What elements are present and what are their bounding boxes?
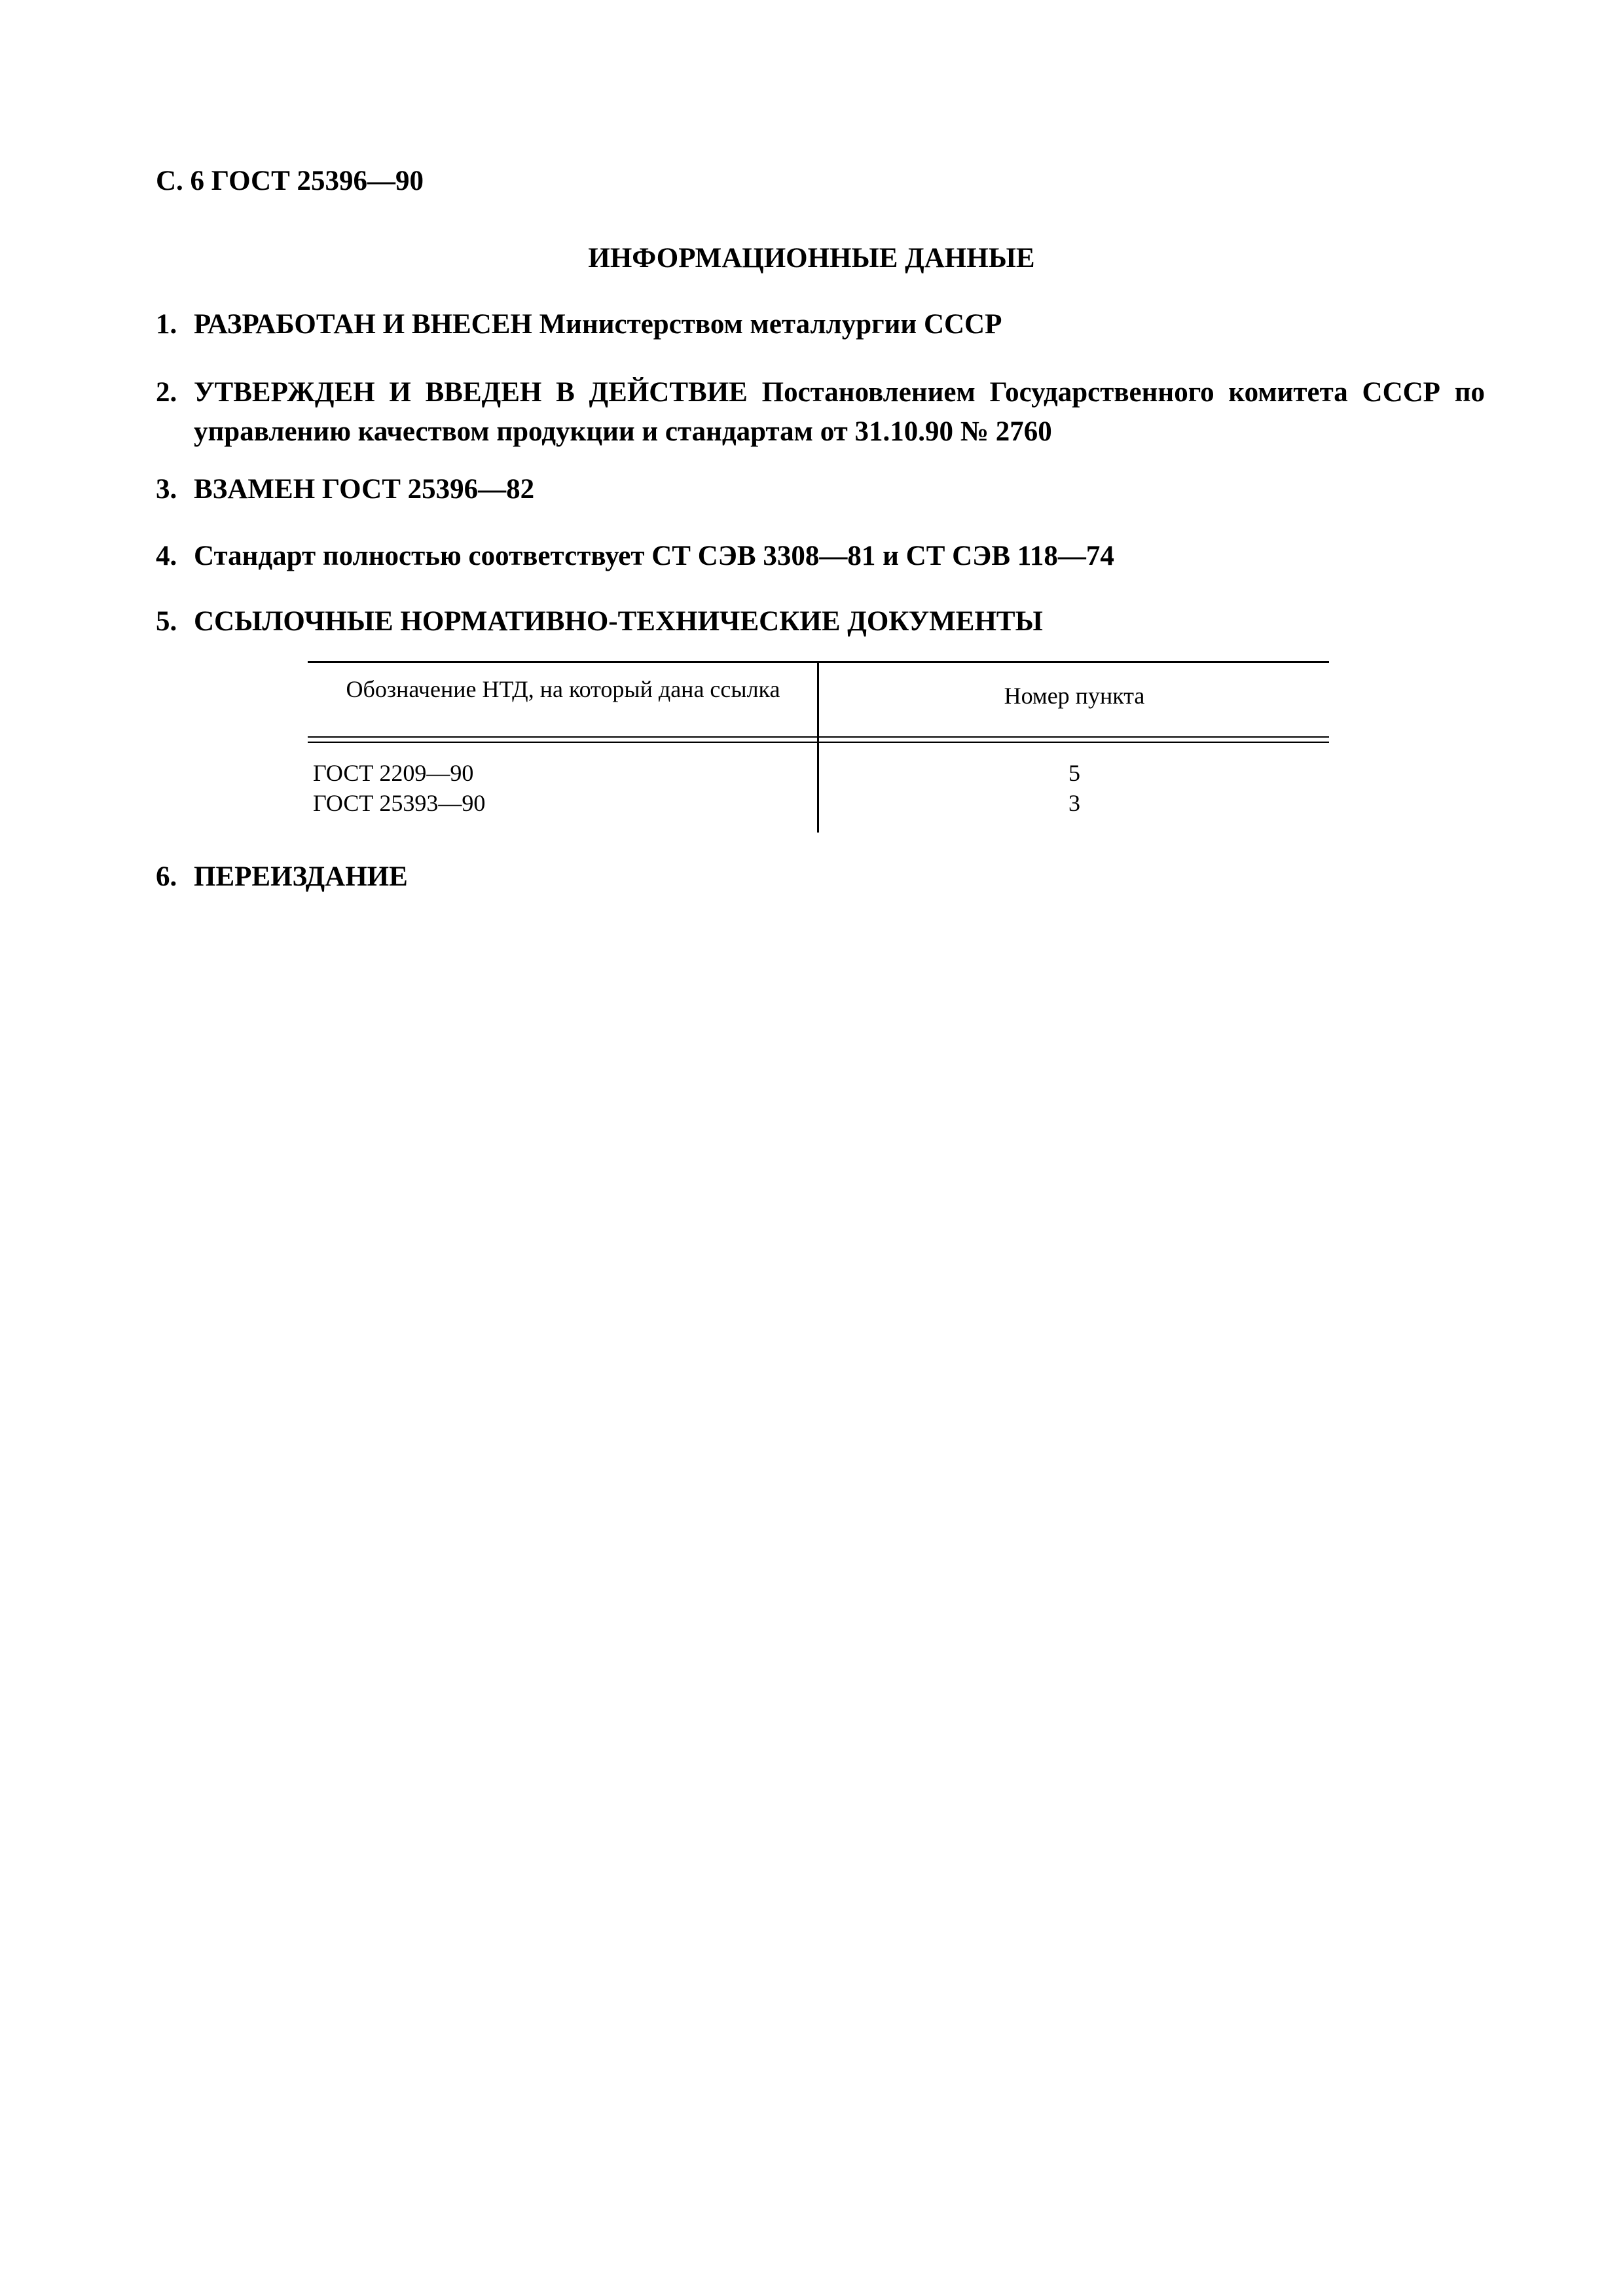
item-number: 1. — [156, 309, 177, 340]
info-item-2 — [156, 373, 1485, 452]
table-cell-document: ГОСТ 2209—90 — [313, 760, 474, 786]
item-text: Министерством металлургии СССР — [532, 309, 1002, 340]
item-text: Постановлением Государственного комитета СССР по управлению качеством продукции и стандартам от 31.10.90 № 2760 — [194, 377, 1486, 447]
table-cell-clause: 5 — [1068, 760, 1080, 786]
item-number: 5. — [156, 606, 177, 637]
table-cell-clause: 3 — [1068, 790, 1080, 816]
table-cell-document: ГОСТ 25393—90 — [313, 790, 486, 816]
page-header: С. 6 ГОСТ 25396—90 — [156, 166, 424, 196]
section-title: ИНФОРМАЦИОННЫЕ ДАННЫЕ — [588, 243, 1035, 274]
info-item-5 — [156, 602, 1485, 641]
item-text: Стандарт полностью соответствует СТ СЭВ 3308—81 и СТ СЭВ 118—74 — [194, 541, 1114, 571]
info-item-1 — [156, 305, 1485, 344]
info-item-4 — [156, 537, 1485, 576]
table-column-divider — [817, 661, 819, 833]
item-number: 6. — [156, 861, 177, 892]
item-number: 2. — [156, 377, 177, 408]
info-item-3 — [156, 470, 1485, 509]
item-lead: УТВЕРЖДЕН И ВВЕДЕН В ДЕЙСТВИЕ — [194, 377, 748, 408]
reference-documents-table — [308, 661, 1329, 831]
item-lead: РАЗРАБОТАН И ВНЕСЕН — [194, 309, 532, 340]
info-item-6 — [156, 857, 1485, 897]
item-lead: ССЫЛОЧНЫЕ НОРМАТИВНО-ТЕХНИЧЕСКИЕ ДОКУМЕНТЫ — [194, 606, 1043, 637]
column-header-clause: Номер пункта — [1004, 683, 1145, 709]
column-header-document: Обозначение НТД, на который дана ссылка — [346, 676, 780, 702]
item-lead: ВЗАМЕН ГОСТ 25396—82 — [194, 474, 535, 505]
item-lead: ПЕРЕИЗДАНИЕ — [194, 861, 408, 892]
item-number: 4. — [156, 541, 177, 571]
item-number: 3. — [156, 474, 177, 505]
